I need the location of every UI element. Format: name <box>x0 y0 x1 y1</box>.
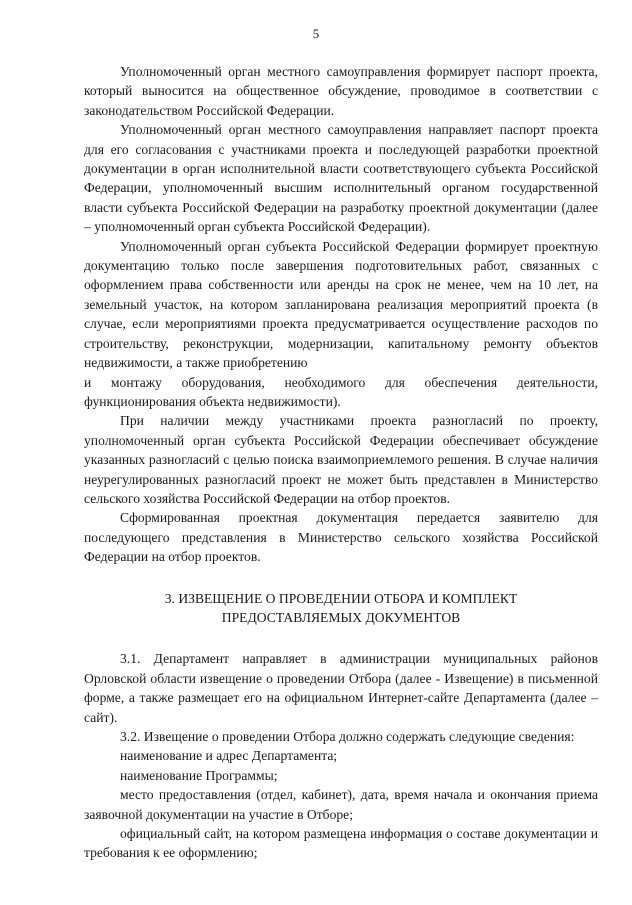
list-item-official-site: официальный сайт, на котором размещена информация о составе документации и требования к ее оформлению; <box>84 826 598 861</box>
list-item-program: наименование Программы; <box>120 767 278 783</box>
paragraph-documentation-transfer: Сформированная проектная документация передается заявителю для последующего представления в Министерство сельского хозяйства Российской Федерации на отбор проектов. <box>84 510 598 565</box>
paragraph-passport-formation: Уполномоченный орган местного самоуправления формирует паспорт проекта, который выносится на общественное обсуждение, проводимое в соответствии с законодательством Российской Федерации. <box>84 64 598 118</box>
paragraph-3-1: 3.1. Департамент направляет в администрации муниципальных районов Орловской области извещение о проведении Отбора (далее - Извещение) в письменной форме, а также размещает его на официальном Интернет-сайте Департамента (далее – сайт). <box>84 651 598 725</box>
section-heading-line-1: 3. ИЗВЕЩЕНИЕ О ПРОВЕДЕНИИ ОТБОРА И КОМПЛЕКТ <box>164 590 518 606</box>
paragraph-3-2: 3.2. Извещение о проведении Отбора должно содержать следующие сведения: <box>120 729 575 744</box>
list-item-place-and-time: место предоставления (отдел, кабинет), дата, время начала и окончания приема заявочной документации на участие в Отборе; <box>84 787 598 822</box>
document-body <box>84 62 598 863</box>
paragraph-equipment-continuation: и монтажу оборудования, необходимого для обеспечения деятельности, функционирования объекта недвижимости). <box>84 374 598 409</box>
page-number: 5 <box>312 26 320 41</box>
paragraph-passport-approval: Уполномоченный орган местного самоуправления направляет паспорт проекта для его согласования с участниками проекта и последующей разработки проектной документации в орган исполнительной власти соответствующего субъекта Российской Федерации, уполномоченный высшим исполнительный органом государственной власти субъекта Российской Федерации на разработку проектной документации (далее – уполномоченный орган субъекта Российской Федерации). <box>84 122 598 235</box>
section-heading-line-2: ПРЕДОСТАВЛЯЕМЫХ ДОКУМЕНТОВ <box>221 609 461 625</box>
section-heading <box>84 589 598 628</box>
paragraph-project-documentation: Уполномоченный орган субъекта Российской Федерации формирует проектную документацию только после завершения подготовительных работ, связанных с оформлением права собственности или аренды на срок не менее, чем на 10 лет, на земельный участок, на котором запланирована реализация мероприятий проекта (в случае, если мероприятиями проекта предусматривается осуществление расходов по строительству, реконструкции, модернизации, капитальному ремонту объектов недвижимости, а также приобретению <box>84 238 598 371</box>
list-item-department: наименование и адрес Департамента; <box>120 748 338 764</box>
paragraph-disagreements: При наличии между участниками проекта разногласий по проекту, уполномоченный орган субъекта Российской Федерации обеспечивает обсуждение указанных разногласий с целью поиска взаимоприемлемого решения. В случае наличия неурегулированных разногласий проект не может быть представлен в Министерство сельского хозяйства Российской Федерации на отбор проектов. <box>84 413 598 506</box>
